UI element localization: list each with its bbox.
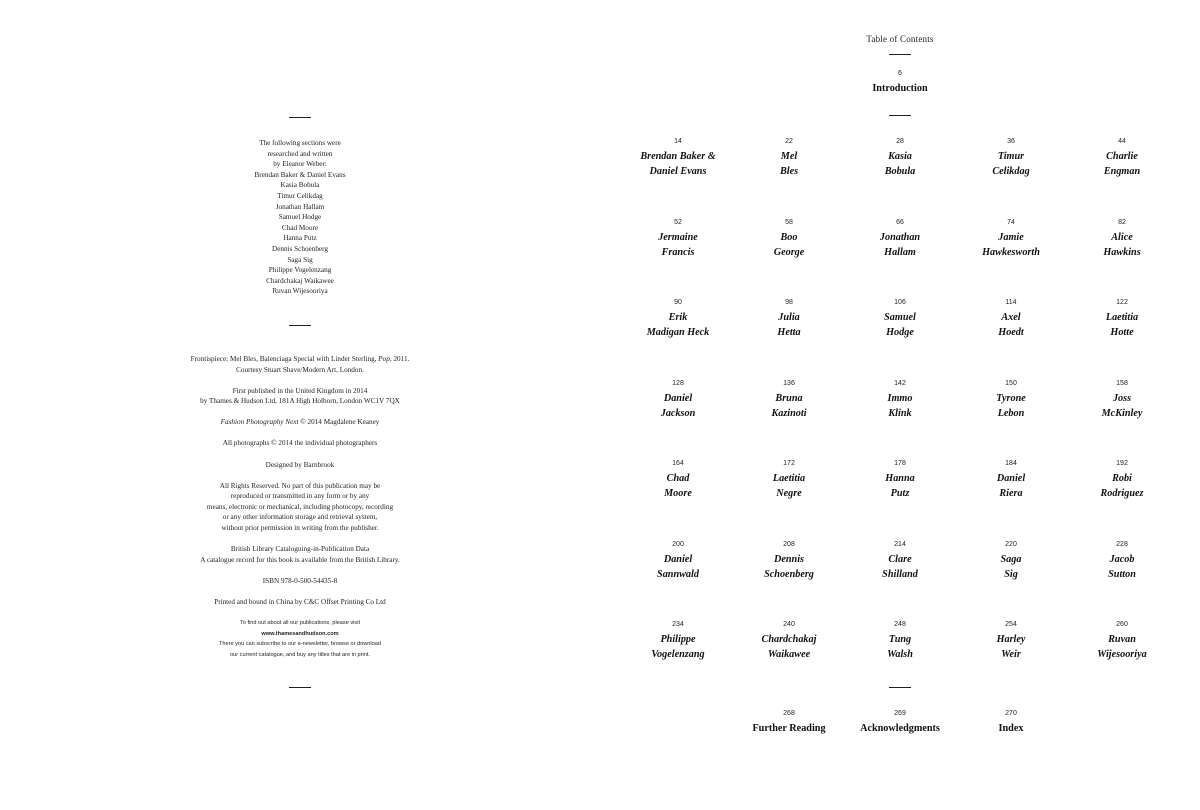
rights-line: reproduced or transmitted in any form or by any: [230, 492, 370, 501]
page-number: 240: [783, 621, 795, 628]
name-line: Celikdag: [992, 166, 1030, 177]
name-line: Walsh: [887, 649, 913, 660]
toc-entry[interactable]: [729, 298, 849, 340]
frontispiece-courtesy: Courtesy Stuart Shave/Modern Art, London.: [236, 365, 364, 374]
toc-entry-acknowledgments[interactable]: [840, 709, 960, 736]
divider: [289, 687, 311, 688]
page-number: 98: [785, 299, 793, 306]
rights-line: without prior permission in writing from the publisher.: [221, 524, 379, 533]
name-line: Erik: [668, 312, 688, 323]
promo-line: To find out about all our publications, please visit: [239, 620, 361, 626]
toc-entry[interactable]: [840, 540, 960, 582]
photographer-name: [729, 552, 849, 582]
credit-line: Hanna Putz: [283, 234, 317, 243]
page-number: 269: [894, 710, 906, 717]
credit-line: researched and written: [267, 149, 333, 158]
name-line: Madigan Heck: [646, 327, 710, 338]
copyright-line: Fashion Photography Next © 2014 Magdalene Keaney: [220, 418, 380, 427]
credit-line: by Eleanor Weber:: [273, 160, 327, 169]
photographer-name: [729, 391, 849, 421]
credit-line: Kasia Bobula: [280, 181, 320, 190]
name-line: Mel: [780, 151, 798, 162]
name-line: Clare: [888, 553, 912, 565]
name-line: Hotte: [1110, 327, 1134, 338]
name-line: Chad: [666, 473, 690, 484]
name-line: Daniel: [996, 473, 1026, 484]
toc-title: Table of Contents: [866, 34, 934, 44]
photographer-name: [1062, 310, 1182, 340]
page-number: 52: [674, 218, 682, 226]
photographs-copyright: All photographs © 2014 the individual photographers: [222, 439, 378, 448]
credit-line: Timur Celikdag: [277, 191, 323, 200]
toc-entry[interactable]: [840, 218, 960, 260]
isbn: ISBN 978-0-500-54435-8: [262, 576, 338, 585]
name-line: Timur: [997, 151, 1025, 162]
photographer-name: [618, 632, 738, 662]
name-line: Moore: [664, 488, 692, 499]
name-line: Harley: [996, 634, 1026, 645]
photographer-name: [840, 552, 960, 582]
designer-credit: Designed by Barnbrook: [265, 460, 335, 469]
toc-entry[interactable]: [951, 620, 1071, 662]
credit-line: Dennis Schoenberg: [272, 244, 328, 253]
divider: [889, 54, 911, 55]
photographer-name: [840, 471, 960, 501]
name-line: Lebon: [997, 407, 1025, 419]
page-number: 106: [894, 299, 906, 306]
photographer-name: [729, 471, 849, 501]
page-number: 74: [1007, 218, 1015, 226]
authorship-credits: [150, 138, 450, 297]
name-line: Philippe: [660, 634, 696, 645]
toc-entry[interactable]: [618, 620, 738, 662]
toc-entry[interactable]: [840, 379, 960, 421]
name-line: Sig: [1004, 568, 1018, 580]
name-line: Bobula: [884, 166, 916, 177]
name-line: Chardchakaj: [761, 634, 817, 645]
toc-entry-index[interactable]: [951, 709, 1071, 736]
photographer-name: [618, 471, 738, 501]
name-line: Julia: [778, 312, 800, 323]
name-line: Weir: [1001, 649, 1021, 660]
toc-entry[interactable]: [729, 218, 849, 260]
name-line: George: [773, 246, 805, 258]
name-line: Boo: [780, 231, 798, 243]
credit-line: Jonathan Hallam: [275, 202, 325, 211]
name-line: Jermaine: [658, 231, 698, 243]
name-line: Hallam: [884, 246, 916, 258]
name-line: Kazinoti: [771, 407, 807, 419]
toc-entry[interactable]: [1062, 459, 1182, 501]
page-number: 122: [1116, 299, 1128, 306]
name-line: Hawkins: [1103, 246, 1141, 258]
photographer-name: [1062, 552, 1182, 582]
name-line: Samuel: [884, 312, 916, 323]
photographer-name: [1062, 230, 1182, 260]
toc-entry[interactable]: [1062, 379, 1182, 421]
credit-line: Samuel Hodge: [278, 213, 322, 222]
photographer-name: [951, 149, 1071, 179]
toc-entry[interactable]: [618, 218, 738, 260]
name-line: Laetitia: [1105, 312, 1139, 323]
name-line: Francis: [661, 246, 695, 258]
name-line: Bles: [779, 166, 799, 177]
photographer-name: [729, 632, 849, 662]
page-number: 254: [1005, 621, 1017, 628]
photographer-name: [618, 149, 738, 179]
photographer-name: [951, 471, 1071, 501]
promo-line: our current catalogue, and buy any titles that are in print.: [230, 651, 370, 658]
toc-entry[interactable]: [618, 379, 738, 421]
toc-entry[interactable]: [951, 379, 1071, 421]
name-line: Jamie: [998, 231, 1024, 243]
toc-entry[interactable]: [951, 540, 1071, 582]
page-number: 178: [894, 460, 906, 467]
photographer-name: [1062, 391, 1182, 421]
name-line: Kasia: [888, 151, 912, 162]
name-line: Wijesooriya: [1097, 649, 1147, 660]
photographer-name: [951, 310, 1071, 340]
rights-line: means, electronic or mechanical, including photocopy, recording: [206, 502, 394, 511]
toc-entry[interactable]: [618, 137, 738, 179]
toc-entry[interactable]: [1062, 218, 1182, 260]
page-number: 58: [785, 218, 793, 226]
page-number: 184: [1005, 460, 1017, 467]
credit-line: Saga Sig: [287, 255, 313, 264]
toc-entry[interactable]: [729, 620, 849, 662]
name-line: Charlie: [1106, 151, 1138, 162]
name-line: Jacob: [1109, 553, 1135, 565]
name-line: Klink: [888, 407, 912, 419]
page-number: 164: [672, 460, 684, 467]
page-number: 270: [1005, 710, 1017, 717]
page-number: 136: [783, 379, 795, 387]
name-line: Daniel Evans: [649, 166, 707, 177]
cataloguing-line: British Library Cataloguing-in-Publication Data: [230, 545, 370, 554]
name-line: Shilland: [882, 568, 918, 580]
photographer-name: [1062, 149, 1182, 179]
name-line: Tung: [888, 634, 912, 645]
name-line: Jackson: [660, 407, 696, 419]
name-line: Riera: [999, 488, 1023, 499]
toc-entry[interactable]: [1062, 620, 1182, 662]
page-number: 268: [783, 710, 795, 717]
rights-line: All Rights Reserved. No part of this publication may be: [219, 481, 381, 490]
publisher-address: by Thames & Hudson Ltd, 181A High Holborn, London WC1V 7QX: [200, 397, 400, 406]
photographer-name: [951, 391, 1071, 421]
name-line: Brendan Baker &: [640, 151, 716, 162]
toc-entry[interactable]: [618, 298, 738, 340]
page-number: 200: [672, 540, 684, 548]
name-line: Tyrone: [996, 392, 1026, 404]
photographer-name: [840, 230, 960, 260]
name-line: Daniel: [663, 553, 693, 565]
toc-entry[interactable]: [840, 137, 960, 179]
name-line: Daniel: [663, 392, 693, 404]
name-line: Putz: [890, 488, 910, 499]
name-line: Hodge: [886, 327, 914, 338]
credit-line: The following sections were: [259, 139, 341, 147]
page-number: 82: [1118, 218, 1126, 226]
toc-entry[interactable]: [618, 459, 738, 501]
photographer-name: [840, 391, 960, 421]
credit-line: Chardchakaj Waikawee: [266, 276, 334, 285]
name-line: Axel: [1001, 312, 1021, 323]
page-number: 128: [672, 379, 684, 387]
photographer-name: [840, 149, 960, 179]
credit-line: Brendan Baker & Daniel Evans: [254, 170, 346, 179]
credit-line: Chad Moore: [281, 223, 319, 232]
page-number: 90: [674, 299, 682, 306]
promo-line: There you can subscribe to our e-newsletter, browse or download: [219, 641, 381, 648]
page-number: 158: [1116, 379, 1128, 387]
toc-entry[interactable]: [840, 459, 960, 501]
cataloguing-line: A catalogue record for this book is available from the British Library.: [200, 555, 400, 564]
toc-entry[interactable]: [1062, 540, 1182, 582]
name-line: Negre: [776, 488, 802, 499]
credit-line: Philippe Vogelenzang: [268, 266, 332, 275]
name-line: Waikawee: [767, 649, 811, 660]
name-line: Hawkesworth: [982, 246, 1040, 258]
published-line: First published in the United Kingdom in 2014: [232, 386, 368, 395]
page-number: 220: [1005, 540, 1017, 548]
page-number: 192: [1116, 460, 1128, 467]
page-number: 260: [1116, 621, 1128, 628]
printing-credit: Printed and bound in China by C&C Offset Printing Co Ltd: [214, 597, 386, 606]
page-number: 234: [672, 621, 684, 628]
entry-title: Further Reading: [752, 723, 826, 734]
name-line: Laetitia: [772, 473, 806, 484]
page-number: 228: [1116, 540, 1128, 548]
photographer-name: [1062, 471, 1182, 501]
name-line: Sutton: [1108, 568, 1136, 580]
name-line: Vogelenzang: [651, 649, 705, 660]
name-line: Saga: [1000, 553, 1022, 565]
credit-line: Ruvan Wijesooriya: [272, 287, 328, 296]
entry-title: Acknowledgments: [860, 723, 940, 734]
publisher-url: www.thamesandhudson.com: [261, 630, 339, 637]
photographer-name: [729, 310, 849, 340]
frontispiece-line: Frontispiece: Mel Bles, Balenciaga Special with Linder Sterling, Pop, 2011.: [190, 355, 410, 363]
photographer-name: [840, 632, 960, 662]
name-line: Jonathan: [879, 231, 921, 243]
name-line: McKinley: [1101, 407, 1143, 419]
name-line: Engman: [1103, 166, 1141, 177]
name-line: Dennis: [773, 553, 804, 565]
photographer-name: [618, 230, 738, 260]
toc-entry[interactable]: [618, 540, 738, 582]
toc-entry[interactable]: [951, 218, 1071, 260]
toc-entry[interactable]: [729, 137, 849, 179]
page-number: 208: [783, 540, 795, 548]
page-number: 214: [894, 540, 906, 548]
photographer-name: [618, 391, 738, 421]
name-line: Hoedt: [998, 327, 1024, 338]
toc-entry[interactable]: [840, 298, 960, 340]
imprint-block: [150, 354, 450, 660]
name-line: Joss: [1112, 392, 1132, 404]
toc-entry[interactable]: [951, 137, 1071, 179]
photographer-name: [951, 632, 1071, 662]
name-line: Immo: [887, 392, 913, 404]
name-line: Sannwald: [657, 568, 699, 580]
toc-entry[interactable]: [729, 459, 849, 501]
page-number: 6: [898, 70, 902, 77]
page-number: 14: [674, 138, 682, 145]
name-line: Rodriguez: [1100, 488, 1144, 499]
photographer-name: [951, 230, 1071, 260]
page-number: 28: [896, 138, 904, 145]
page-number: 172: [783, 460, 795, 467]
page-number: 150: [1005, 379, 1017, 387]
toc-entry-further-reading[interactable]: [729, 709, 849, 736]
page-number: 36: [1007, 138, 1015, 145]
photographer-name: [729, 230, 849, 260]
name-line: Bruna: [775, 392, 803, 404]
toc-entry[interactable]: [951, 459, 1071, 501]
toc-entry[interactable]: [951, 298, 1071, 340]
toc-entry[interactable]: [1062, 137, 1182, 179]
page-number: 142: [894, 379, 906, 387]
toc-entry[interactable]: [729, 540, 849, 582]
page-number: 66: [896, 218, 904, 226]
name-line: Hetta: [777, 327, 801, 338]
toc-entry[interactable]: [840, 620, 960, 662]
entry-title: Index: [998, 723, 1024, 734]
toc-entry-introduction[interactable]: [840, 69, 960, 96]
page-number: 248: [894, 621, 906, 628]
photographer-name: [1062, 632, 1182, 662]
name-line: Hanna: [885, 473, 915, 484]
toc-entry[interactable]: [729, 379, 849, 421]
page-number: 114: [1005, 299, 1017, 306]
entry-title: Introduction: [872, 83, 928, 94]
divider: [289, 117, 311, 118]
name-line: Ruvan: [1108, 634, 1136, 645]
photographer-name: [618, 310, 738, 340]
name-line: Robi: [1112, 473, 1132, 484]
divider: [889, 687, 911, 688]
divider: [889, 115, 911, 116]
page-number: 44: [1118, 138, 1126, 145]
photographer-name: [729, 149, 849, 179]
page-number: 22: [785, 138, 793, 145]
toc-entry[interactable]: [1062, 298, 1182, 340]
photographer-name: [618, 552, 738, 582]
rights-line: or any other information storage and retrieval system,: [222, 513, 378, 522]
name-line: Alice: [1111, 231, 1133, 243]
photographer-name: [840, 310, 960, 340]
photographer-name: [951, 552, 1071, 582]
name-line: Schoenberg: [764, 568, 814, 580]
divider: [289, 325, 311, 326]
